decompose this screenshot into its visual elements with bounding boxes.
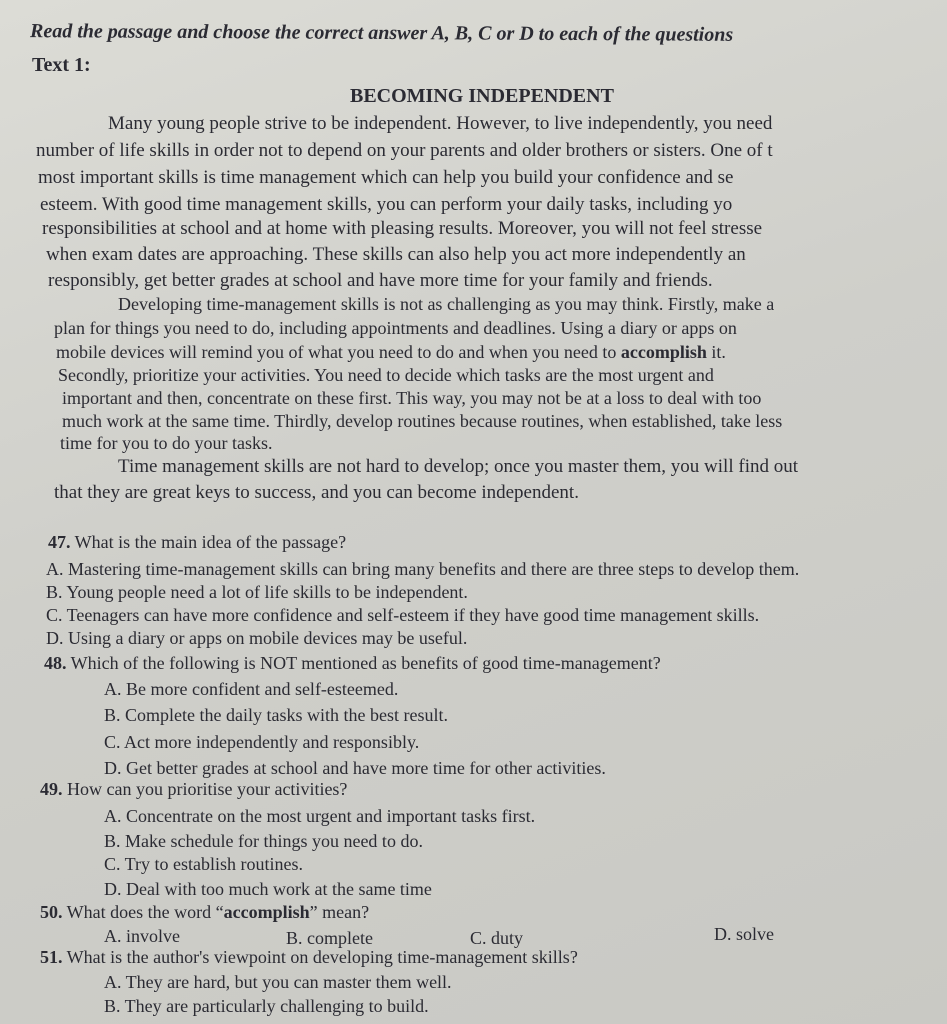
passage-line-tail: it. xyxy=(706,342,726,362)
option-d: D. Using a diary or apps on mobile devices may be useful. xyxy=(46,628,468,648)
option-a: A. They are hard, but you can master them well. xyxy=(104,972,452,992)
option-c: C. duty xyxy=(470,928,524,948)
option-a: A. Mastering time-management skills can bring many benefits and there are three steps to develop them. xyxy=(46,559,800,579)
passage-line: number of life skills in order not to depend on your parents and older brothers or sisters. One of t xyxy=(36,140,773,161)
option-d: D. Deal with too much work at the same time xyxy=(104,879,432,899)
passage-line: much work at the same time. Thirdly, develop routines because routines, when established, take less xyxy=(62,411,783,431)
question-stem: What is the main idea of the passage? xyxy=(70,532,347,552)
question-stem: How can you prioritise your activities? xyxy=(62,779,348,799)
option-b: B. Young people need a lot of life skills to be independent. xyxy=(46,582,468,602)
question-text xyxy=(40,946,578,968)
instruction: Read the passage and choose the correct answer A, B, C or D to each of the questions xyxy=(29,20,734,46)
passage-line: Developing time-management skills is not as challenging as you may think. Firstly, make a xyxy=(118,294,775,314)
question-text xyxy=(40,778,347,800)
text-label: Text 1: xyxy=(32,54,91,76)
option-c: C. Try to establish routines. xyxy=(104,854,304,874)
option-a: A. Concentrate on the most urgent and important tasks first. xyxy=(104,806,536,826)
passage-title: BECOMING INDEPENDENT xyxy=(350,85,614,107)
passage-line: responsibly, get better grades at school and have more time for your family and friends. xyxy=(48,270,713,291)
passage-line: responsibilities at school and at home with pleasing results. Moreover, you will not feel stresse xyxy=(42,218,763,239)
question-keyword: accomplish xyxy=(223,902,310,922)
question-text xyxy=(48,531,346,553)
passage-line-text: mobile devices will remind you of what you need to do and when you need to xyxy=(56,342,617,362)
passage-line: most important skills is time management which can help you build your confidence and se xyxy=(38,167,734,188)
option-d: D. Get better grades at school and have more time for other activities. xyxy=(104,758,606,778)
passage-line: Time management skills are not hard to develop; once you master them, you will find out xyxy=(118,456,799,477)
question-stem: What is the author's viewpoint on developing time-management skills? xyxy=(62,947,578,967)
passage-line: Secondly, prioritize your activities. You need to decide which tasks are the most urgent and xyxy=(58,365,714,385)
question-text xyxy=(44,652,661,674)
option-d: D. solve xyxy=(714,924,774,944)
option-a: A. involve xyxy=(104,926,180,946)
option-b: B. Make schedule for things you need to do. xyxy=(104,831,423,851)
question-number: 51. xyxy=(40,947,63,967)
option-c: C. Teenagers can have more confidence and self-esteem if they have good time management skills. xyxy=(46,605,760,625)
question-text xyxy=(40,901,369,923)
question-stem: Which of the following is NOT mentioned as benefits of good time-management? xyxy=(66,653,661,673)
option-b: B. complete xyxy=(286,928,373,948)
passage-line xyxy=(56,341,726,363)
passage-line: important and then, concentrate on these first. This way, you may not be at a loss to deal with too xyxy=(62,388,762,408)
question-number: 48. xyxy=(44,653,67,673)
passage-line: that they are great keys to success, and you can become independent. xyxy=(54,482,579,503)
passage-line: time for you to do your tasks. xyxy=(60,433,273,453)
question-number: 50. xyxy=(40,902,63,922)
question-stem-before: What does the word “ xyxy=(62,902,224,922)
passage-line: esteem. With good time management skills, you can perform your daily tasks, including yo xyxy=(40,194,733,215)
question-stem-after: ” mean? xyxy=(309,902,370,922)
option-a: A. Be more confident and self-esteemed. xyxy=(104,679,399,699)
keyword-accomplish: accomplish xyxy=(620,342,707,362)
question-number: 47. xyxy=(48,532,71,552)
passage-line: when exam dates are approaching. These skills can also help you act more independently an xyxy=(46,244,746,265)
passage-line: plan for things you need to do, including appointments and deadlines. Using a diary or apps on xyxy=(54,318,737,338)
option-c: C. Act more independently and responsibly. xyxy=(104,732,420,752)
passage-line: Many young people strive to be independent. However, to live independently, you need xyxy=(108,113,773,134)
option-b: B. They are particularly challenging to build. xyxy=(104,996,429,1016)
question-number: 49. xyxy=(40,779,63,799)
option-b: B. Complete the daily tasks with the best result. xyxy=(104,705,448,725)
